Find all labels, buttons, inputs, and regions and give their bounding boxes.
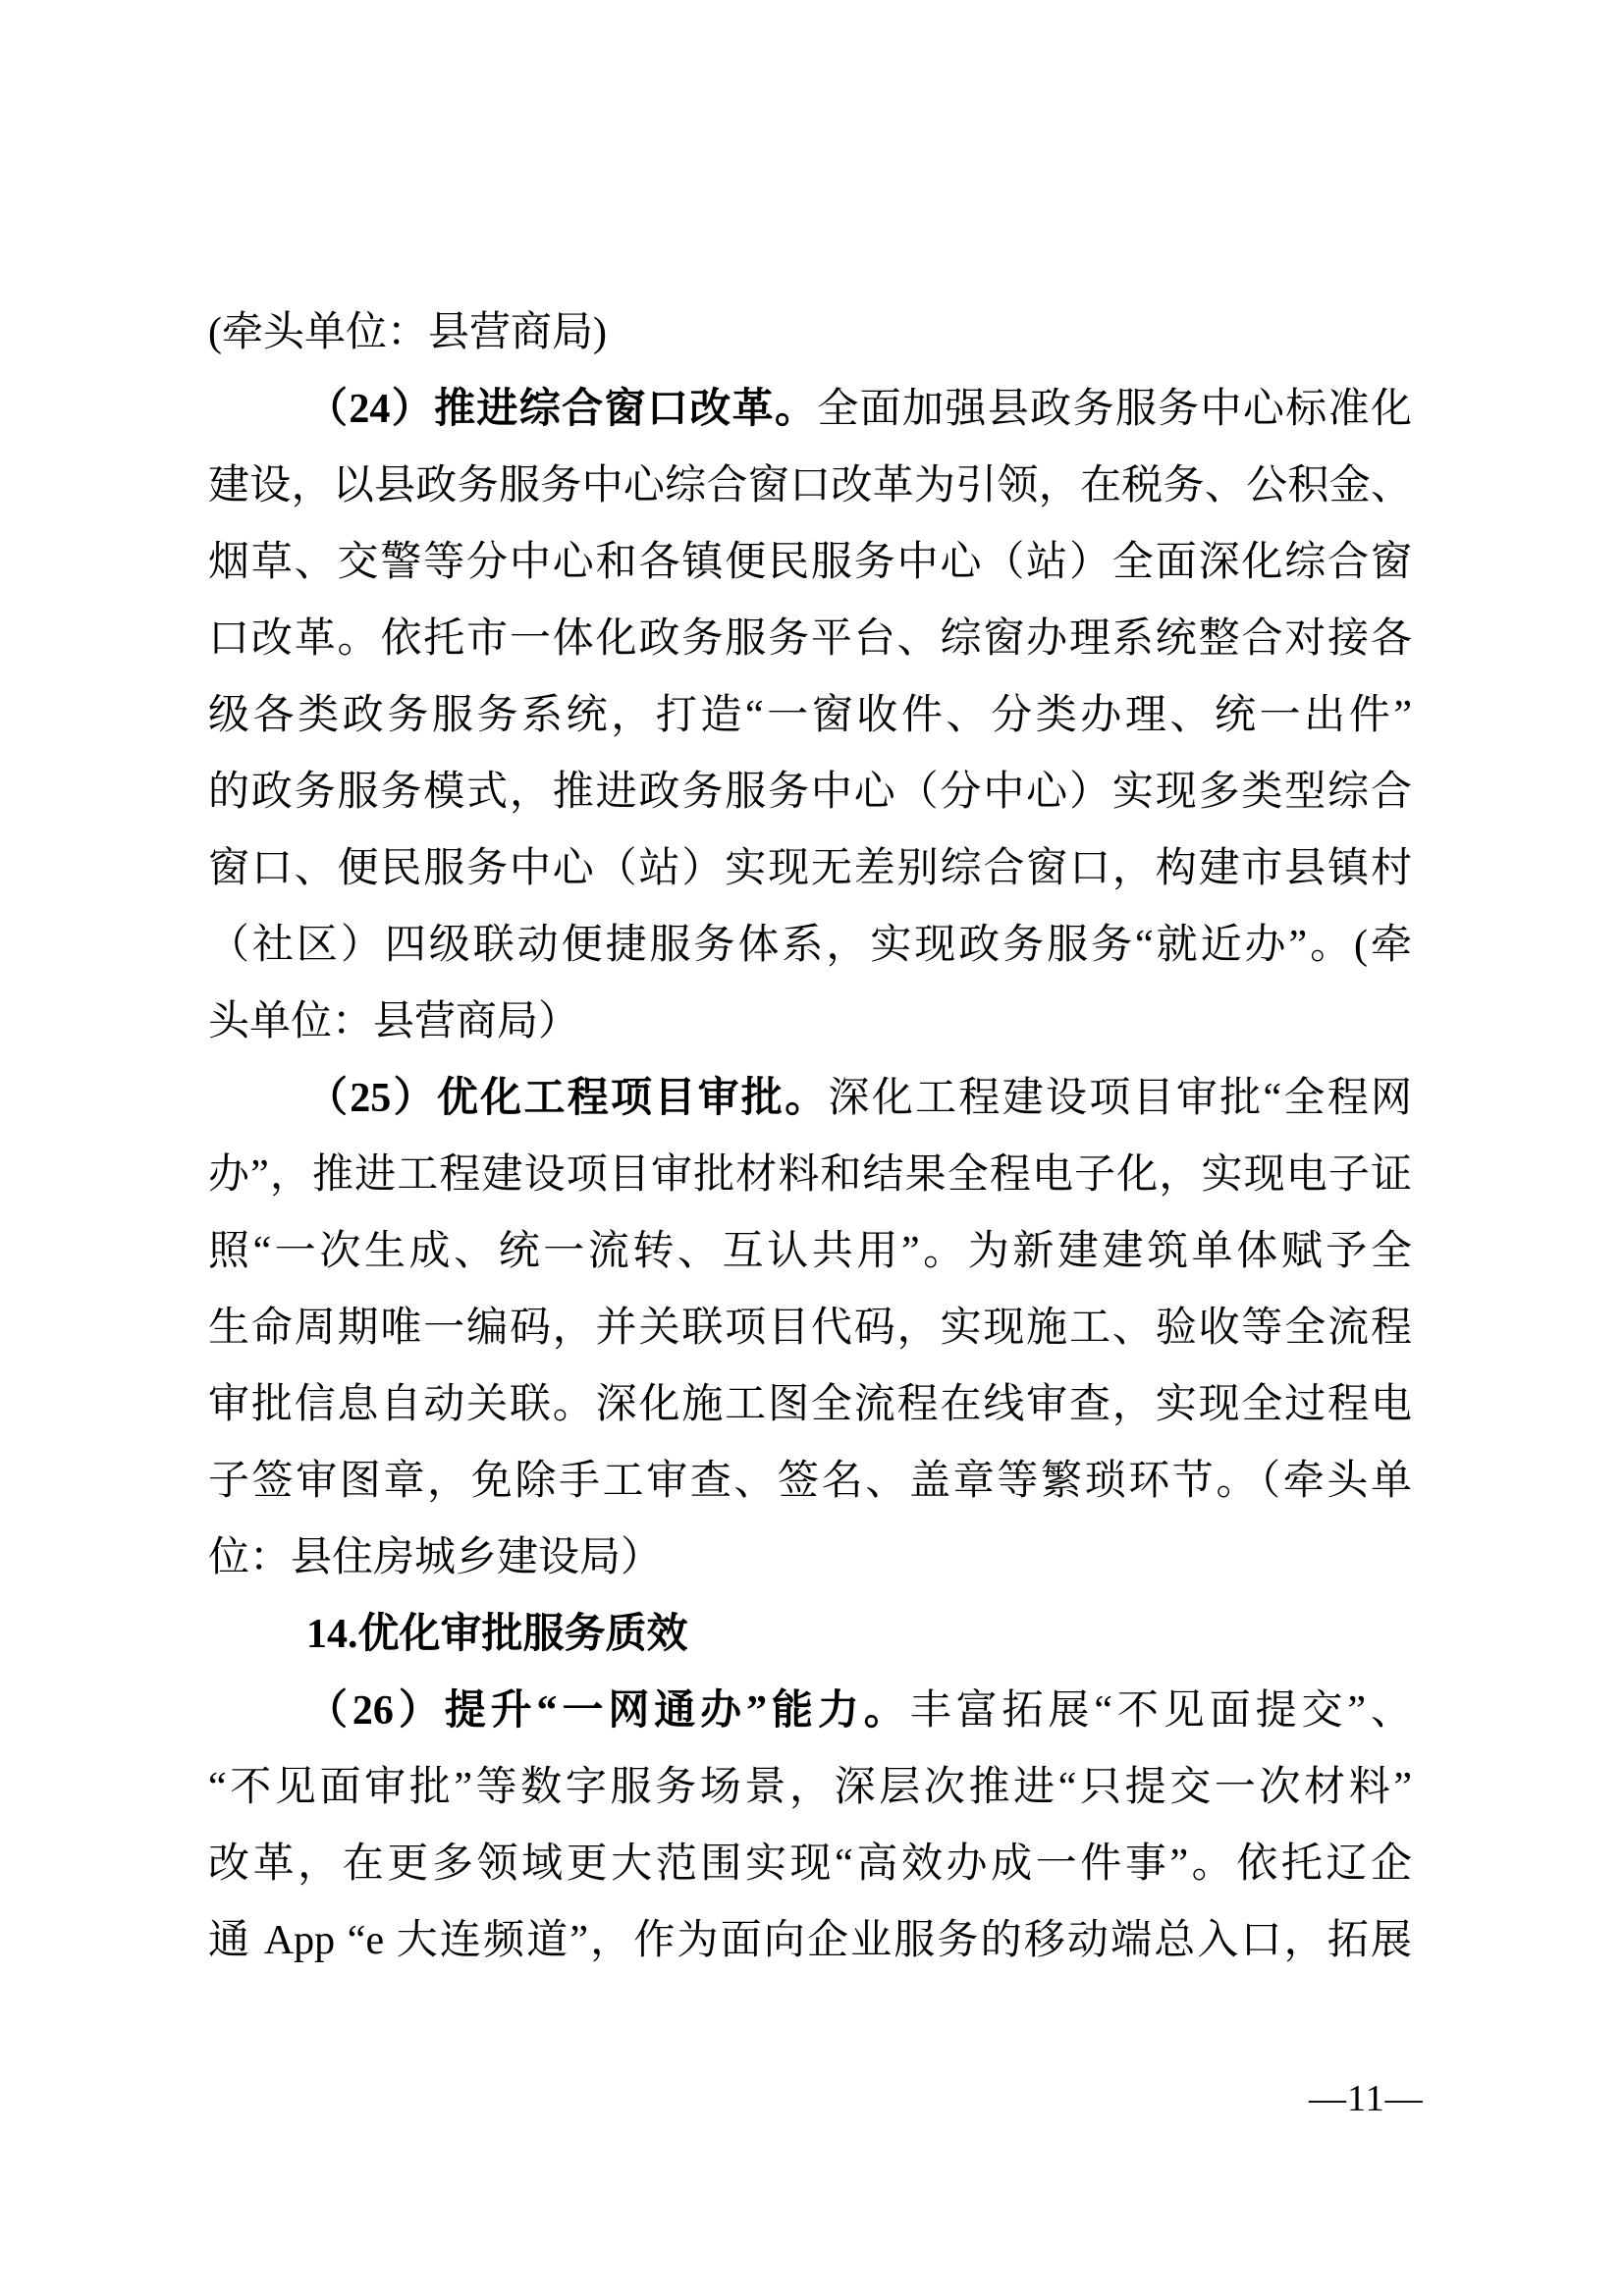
text-line bbox=[208, 677, 1412, 754]
text-line bbox=[208, 601, 1412, 677]
text-segment: 窗口、便民服务中心（站）实现无差别综合窗口，构建市县镇村 bbox=[208, 846, 1412, 891]
text-line bbox=[208, 1213, 1412, 1290]
text-segment: 子签审图章，免除手工审查、签名、盖章等繁琐环节。（牵头单 bbox=[208, 1459, 1412, 1504]
text-segment: (牵头单位：县营商局) bbox=[208, 310, 607, 355]
text-line bbox=[208, 1060, 1412, 1137]
text-segment: 烟草、交警等分中心和各镇便民服务中心（站）全面深化综合窗 bbox=[208, 540, 1412, 585]
bold-text-segment: 14.优化审批服务质效 bbox=[306, 1612, 688, 1657]
text-segment: 级各类政务服务系统，打造“一窗收件、分类办理、统一出件” bbox=[208, 693, 1412, 738]
text-line bbox=[208, 984, 1412, 1060]
bold-text-segment: （25）优化工程项目审批。 bbox=[306, 1076, 829, 1121]
text-line bbox=[208, 1290, 1412, 1366]
text-line bbox=[208, 294, 1412, 371]
text-segment: 位：县住房城乡建设局） bbox=[208, 1535, 663, 1580]
text-line bbox=[208, 907, 1412, 984]
text-segment: 通 App “e 大连频道”，作为面向企业服务的移动端总入口，拓展 bbox=[208, 1918, 1412, 1963]
text-segment: （社区）四级联动便捷服务体系，实现政务服务“就近办”。(牵 bbox=[208, 923, 1412, 968]
text-segment: 生命周期唯一编码，并关联项目代码，实现施工、验收等全流程 bbox=[208, 1306, 1412, 1351]
bold-text-segment: （24）推进综合窗口改革。 bbox=[306, 387, 818, 432]
text-line bbox=[208, 1596, 1412, 1673]
text-segment: 头单位：县营商局） bbox=[208, 999, 580, 1044]
text-segment: 的政务服务模式，推进政务服务中心（分中心）实现多类型综合 bbox=[208, 770, 1412, 815]
text-line bbox=[208, 1366, 1412, 1443]
text-segment: 审批信息自动关联。深化施工图全流程在线审查，实现全过程电 bbox=[208, 1382, 1412, 1427]
text-segment: 深化工程建设项目审批“全程网 bbox=[828, 1076, 1412, 1121]
text-segment: 丰富拓展“不见面提交”、 bbox=[909, 1688, 1412, 1734]
text-line bbox=[208, 830, 1412, 907]
text-line bbox=[208, 1749, 1412, 1826]
text-line bbox=[208, 448, 1412, 524]
page-number: —11— bbox=[1309, 2078, 1424, 2119]
text-line bbox=[208, 1673, 1412, 1749]
text-line bbox=[208, 524, 1412, 601]
text-line bbox=[208, 1902, 1412, 1979]
text-segment: 建设，以县政务服务中心综合窗口改革为引领，在税务、公积金、 bbox=[208, 463, 1412, 508]
bold-text-segment: （26）提升“一网通办”能力。 bbox=[306, 1688, 910, 1734]
text-segment: 全面加强县政务服务中心标准化 bbox=[817, 387, 1412, 432]
text-line bbox=[208, 371, 1412, 448]
text-segment: 口改革。依托市一体化政务服务平台、综窗办理系统整合对接各 bbox=[208, 616, 1412, 662]
text-segment: 办”，推进工程建设项目审批材料和结果全程电子化，实现电子证 bbox=[208, 1152, 1412, 1198]
text-line bbox=[208, 754, 1412, 830]
text-line bbox=[208, 1826, 1412, 1902]
text-line bbox=[208, 1443, 1412, 1520]
text-block bbox=[208, 294, 1412, 1979]
text-line bbox=[208, 1520, 1412, 1596]
text-line bbox=[208, 1137, 1412, 1213]
text-segment: “不见面审批”等数字服务场景，深层次推进“只提交一次材料” bbox=[208, 1765, 1412, 1810]
text-segment: 照“一次生成、统一流转、互认共用”。为新建建筑单体赋予全 bbox=[208, 1229, 1412, 1274]
text-segment: 改革，在更多领域更大范围实现“高效办成一件事”。依托辽企 bbox=[208, 1842, 1412, 1887]
